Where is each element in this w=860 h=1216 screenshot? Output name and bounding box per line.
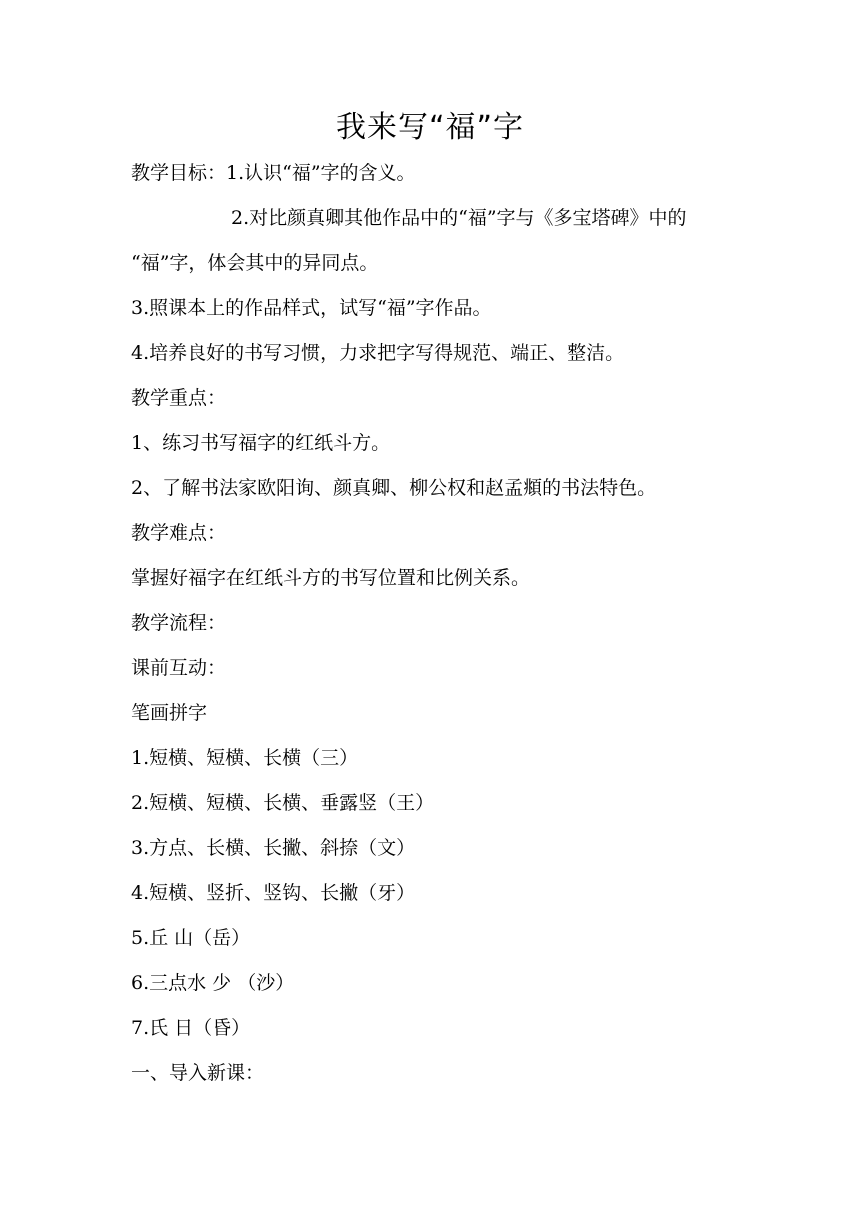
stroke-item-2: 2.短横、短横、长横、垂露竖（王） xyxy=(131,792,435,814)
key-points-heading: 教学重点： xyxy=(131,387,227,409)
document-title: 我来写“福”字 xyxy=(335,110,525,145)
stroke-item-4: 4.短横、竖折、竖钩、长撇（牙） xyxy=(131,882,416,904)
stroke-item-6: 6.三点水 少 （沙） xyxy=(131,972,295,994)
difficulty-text: 掌握好福字在红纸斗方的书写位置和比例关系。 xyxy=(131,567,531,589)
intro-heading: 一、导入新课： xyxy=(131,1062,265,1084)
teaching-goal-2-continued: “福”字，体会其中的异同点。 xyxy=(131,252,379,274)
stroke-puzzle-heading: 笔画拼字 xyxy=(131,702,208,724)
stroke-item-5: 5.丘 山（岳） xyxy=(131,927,251,949)
stroke-item-3: 3.方点、长横、长撇、斜捺（文） xyxy=(131,837,416,859)
key-point-2: 2、了解书法家欧阳询、颜真卿、柳公权和赵孟頫的书法特色。 xyxy=(131,477,657,499)
teaching-goal-1: 教学目标：1.认识“福”字的含义。 xyxy=(131,162,416,184)
key-point-1: 1、练习书写福字的红纸斗方。 xyxy=(131,432,391,454)
teaching-goal-3: 3.照课本上的作品样式，试写“福”字作品。 xyxy=(131,297,492,319)
teaching-goal-4: 4.培养良好的书写习惯，力求把字写得规范、端正、整洁。 xyxy=(131,342,625,364)
pre-class-heading: 课前互动： xyxy=(131,657,227,679)
stroke-item-7: 7.氏 日（昏） xyxy=(131,1017,251,1039)
stroke-item-1: 1.短横、短横、长横（三） xyxy=(131,747,359,769)
teaching-goal-2: 2.对比颜真卿其他作品中的“福”字与《多宝塔碑》中的 xyxy=(231,207,687,229)
process-heading: 教学流程： xyxy=(131,612,227,634)
difficulty-heading: 教学难点： xyxy=(131,522,227,544)
